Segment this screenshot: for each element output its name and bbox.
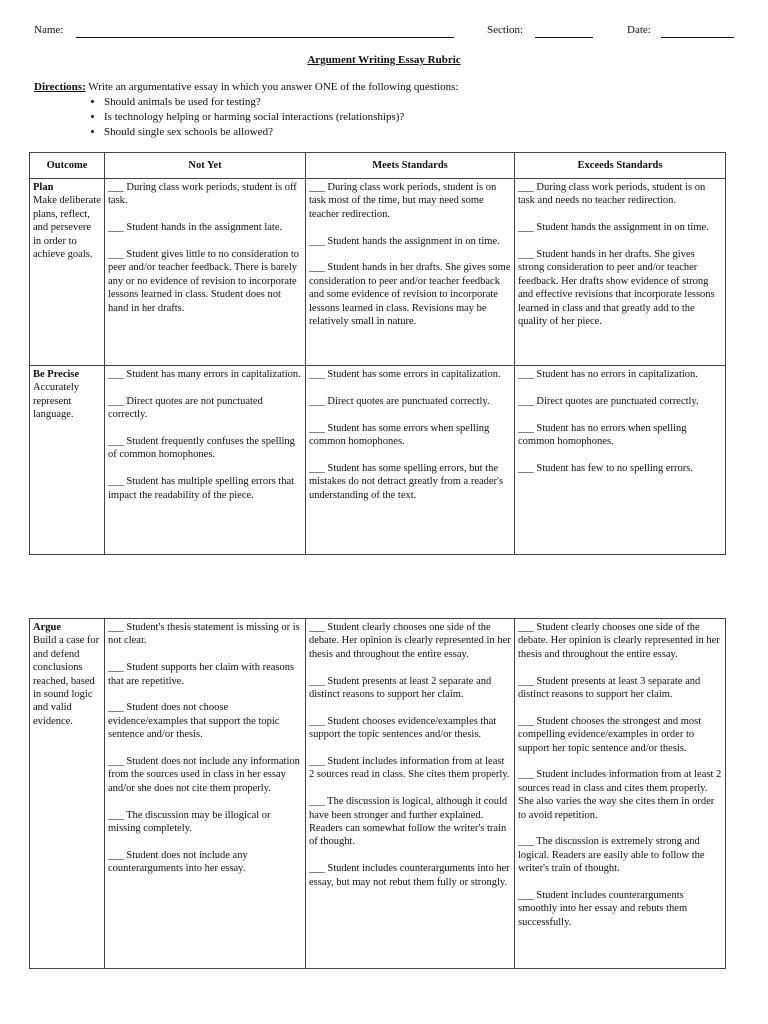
criterion: ___ The discussion is extremely strong and logical. Readers are easily able to follow the writer's train of thought. — [518, 836, 705, 875]
criterion: ___ Student hands in the assignment late. — [108, 222, 283, 234]
not-yet-cell — [105, 179, 306, 366]
meets-cell — [306, 366, 515, 555]
date-blank-line[interactable] — [661, 37, 734, 38]
criterion: ___ Student has few to no spelling errors. — [518, 462, 693, 474]
criterion: ___ Student has some spelling errors, but the mistakes do not detract greatly from a reader's understanding of the text. — [309, 462, 504, 501]
column-header-meets: Meets Standards — [306, 153, 515, 179]
rubric-table-page-top — [29, 152, 726, 555]
criterion: ___ During class work periods, student is on task and needs no teacher redirection. — [518, 182, 706, 207]
criterion: ___ During class work periods, student is off task. — [108, 182, 297, 207]
question-item: • Should animals be used for testing? — [104, 95, 734, 110]
criterion: ___ Student includes counterarguments into her essay, but may not rebut them fully or strongly. — [309, 863, 510, 888]
criterion: ___ Student clearly chooses one side of the debate. Her opinion is clearly represented in her thesis and throughout the entire essay. — [518, 622, 720, 660]
outcome-title: Argue — [33, 622, 61, 633]
directions-label: Directions: — [34, 81, 86, 93]
not-yet-cell — [105, 366, 306, 555]
question-list — [34, 95, 734, 140]
criterion: ___ The discussion may be illogical or missing completely. — [108, 809, 271, 835]
criterion: ___ Student has no errors in capitalization. — [518, 369, 698, 380]
directions-block — [34, 80, 734, 140]
criterion: ___ Student has many errors in capitalization. — [108, 369, 301, 380]
criterion: ___ Student chooses the strongest and most compelling evidence/examples in order to support her topic sentence and/or thesis. — [518, 715, 702, 754]
not-yet-cell — [105, 619, 306, 969]
header-row — [30, 153, 726, 179]
criterion: ___ Student clearly chooses one side of the debate. Her opinion is clearly represented in her thesis and throughout the entire essay. — [309, 622, 511, 660]
criterion: ___ Student frequently confuses the spelling of common homophones. — [108, 436, 295, 461]
section-label: Section: — [487, 24, 524, 36]
outcome-description: Build a case for and defend conclusions reached, based in sound logic and valid evidence. — [33, 635, 100, 727]
rubric-title: Argument Writing Essay Rubric — [307, 54, 461, 66]
row-plan — [30, 179, 726, 366]
date-label: Date: — [627, 24, 651, 36]
criterion: ___ The discussion is logical, although it could have been stronger and further explained. Readers can somewhat follow the writer's train of thought. — [309, 796, 508, 848]
criterion: ___ Student does not include any counterarguments into her essay. — [108, 849, 248, 875]
exceeds-cell — [515, 366, 726, 555]
meets-cell — [306, 179, 515, 366]
outcome-title: Plan — [33, 182, 54, 193]
criterion: ___ Student includes information from at least 2 sources read in class and cites them properly. She also varies the way she cites them in order to avoid repetition. — [518, 769, 722, 821]
criterion: ___ Student's thesis statement is missing or is not clear. — [108, 622, 300, 647]
exceeds-cell — [515, 619, 726, 969]
outcome-description: Accurately represent language. — [33, 382, 80, 421]
criterion: ___ Student does not choose evidence/examples that support the topic sentence and/or thesis. — [108, 702, 280, 741]
name-label: Name: — [34, 24, 64, 36]
criterion: ___ Student hands in her drafts. She gives some consideration to peer and/or teacher feedback and some evidence of revision to incorporate lessons learned in class. Revisions may be relatively small in nature. — [309, 262, 511, 328]
question-item: • Is technology helping or harming social interactions (relationships)? — [104, 110, 734, 125]
outcome-description: Make deliberate plans, reflect, and persevere in order to achieve goals. — [33, 195, 101, 261]
criterion: ___ Direct quotes are not punctuated correctly. — [108, 395, 263, 421]
criterion: ___ Student has some errors when spelling common homophones. — [309, 422, 490, 447]
question-item: • Should single sex schools be allowed? — [104, 125, 734, 140]
criterion: ___ During class work periods, student is on task most of the time, but may need some teacher redirection. — [309, 182, 497, 220]
criterion: ___ Student has no errors when spelling common homophones. — [518, 422, 687, 447]
criterion: ___ Student includes counterarguments smoothly into her essay and rebuts them successfully. — [518, 890, 688, 928]
outcome-title: Be Precise — [33, 369, 80, 380]
outcome-cell — [30, 619, 105, 969]
criterion: ___ Student hands the assignment in on time. — [309, 235, 500, 247]
section-blank-line[interactable] — [535, 37, 593, 38]
column-header-exceeds: Exceeds Standards — [515, 153, 726, 179]
header-fields — [34, 24, 736, 40]
criterion: ___ Student presents at least 2 separate and distinct reasons to support her claim. — [309, 675, 492, 701]
criterion: ___ Student does not include any information from the sources used in class in her essay and/or she does not cite them properly. — [108, 756, 300, 794]
criterion: ___ Student presents at least 3 separate and distinct reasons to support her claim. — [518, 675, 701, 701]
column-header-outcome: Outcome — [30, 153, 105, 179]
outcome-cell — [30, 179, 105, 366]
criterion: ___ Student has multiple spelling errors that impact the readability of the piece. — [108, 476, 295, 501]
criterion: ___ Student includes information from at least 2 sources read in class. She cites them properly. — [309, 756, 510, 781]
outcome-cell — [30, 366, 105, 555]
directions-text: Write an argumentative essay in which you answer ONE of the following questions: — [88, 81, 459, 93]
exceeds-cell — [515, 179, 726, 366]
directions-line — [34, 80, 734, 95]
criterion: ___ Student hands the assignment in on time. — [518, 222, 709, 234]
rubric-table-continued — [29, 618, 726, 969]
criterion: ___ Direct quotes are punctuated correctly. — [518, 395, 699, 407]
row-be-precise — [30, 366, 726, 555]
criterion: ___ Direct quotes are punctuated correctly. — [309, 395, 490, 407]
criterion: ___ Student has some errors in capitalization. — [309, 369, 501, 380]
criterion: ___ Student gives little to no consideration to peer and/or teacher feedback. There is barely any or no evidence of revision to incorporate lessons learned in class. Student does not hand in her drafts. — [108, 249, 300, 314]
criterion: ___ Student hands in her drafts. She gives strong consideration to peer and/or teacher feedback. Her drafts show evidence of strong and effective revisions that incorporate lessons learned in class and that greatly add to the quality of her piece. — [518, 249, 715, 328]
row-argue — [30, 619, 726, 969]
column-header-not-yet: Not Yet — [105, 153, 306, 179]
meets-cell — [306, 619, 515, 969]
criterion: ___ Student supports her claim with reasons that are repetitive. — [108, 662, 295, 687]
name-blank-line[interactable] — [76, 37, 454, 38]
criterion: ___ Student chooses evidence/examples that support the topic sentences and/or thesis. — [309, 715, 497, 741]
